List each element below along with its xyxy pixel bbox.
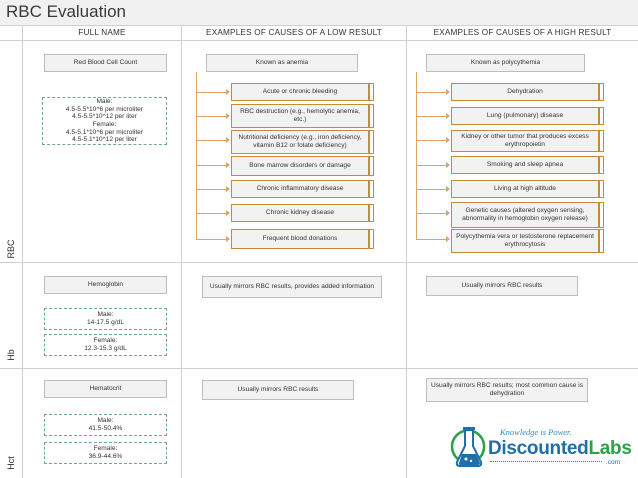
cause-label: Dehydration: [507, 88, 543, 96]
hct-male-value: 41.5-50.4%: [88, 425, 123, 432]
cause-marker: [369, 180, 374, 198]
discountedlabs-logo: [448, 416, 632, 476]
connector: [196, 165, 226, 166]
cause-marker: [369, 156, 374, 176]
connector: [416, 116, 446, 117]
hct-low-box: [202, 380, 354, 400]
row-divider-rbc-hb: [0, 262, 638, 263]
hct-high-text: Usually mirrors RBC results; most common cause is dehydration: [430, 382, 584, 397]
hct-male-range-box: [44, 414, 167, 436]
title-bar: [0, 0, 638, 26]
cause-marker: [599, 83, 604, 101]
connector: [196, 189, 226, 190]
hb-name: Hemoglobin: [87, 281, 124, 289]
rbc-male-title: Male:: [96, 98, 113, 106]
rbc-low-cause-3: [231, 130, 369, 154]
rbc-female-title: Female:: [92, 121, 117, 128]
rbc-high-cause-6: [451, 202, 599, 228]
hct-name-box: [44, 380, 167, 398]
cause-label: Chronic inflammatory disease: [256, 185, 344, 193]
rbc-male-line-1: 4.5-5.5*10^6 per microliter: [65, 105, 144, 113]
cause-label: Lung (pulmonary) disease: [486, 112, 564, 120]
header-high-result: EXAMPLES OF CAUSES OF A HIGH RESULT: [433, 28, 612, 37]
hct-female-range-box: [44, 442, 167, 464]
cause-label: Genetic causes (altered oxygen sensing, abnormality in hemoglobin oxygen release): [462, 207, 588, 222]
arrow-icon: [446, 162, 450, 168]
logo-name-part2: Labs: [588, 438, 632, 459]
rbc-low-header-box: [206, 54, 358, 72]
hct-male-title: Male:: [97, 417, 114, 425]
label-column-divider: [22, 26, 23, 478]
cause-label: Smoking and sleep apnea: [486, 161, 564, 169]
cause-label: Nutritional deficiency (e.g., iron deficiency, vitamin B12 or folate deficiency): [238, 134, 362, 149]
header-low-result: EXAMPLES OF CAUSES OF A LOW RESULT: [206, 28, 382, 37]
rbc-high-connector-trunk: [416, 72, 417, 240]
cause-label: Bone marrow disorders or damage: [249, 162, 351, 170]
connector: [416, 189, 446, 190]
connector: [416, 239, 446, 240]
hb-name-box: [44, 276, 167, 294]
logo-suffix: .com: [606, 459, 621, 466]
rbc-name: Red Blood Cell Count: [73, 59, 138, 67]
arrow-icon: [446, 186, 450, 192]
connector: [196, 116, 226, 117]
rbc-high-cause-2: [451, 107, 599, 125]
cause-label: Living at high altitude: [494, 185, 556, 193]
cause-marker: [599, 180, 604, 198]
rbc-female-line-1: 4.5-5.1*10^6 per microliter: [65, 128, 144, 136]
arrow-icon: [446, 236, 450, 242]
cause-marker: [599, 130, 604, 152]
hb-female-value: 12.3-15.3 g/dL: [84, 345, 127, 352]
rbc-male-line-2: 4.5-5.5*10^12 per liter: [72, 113, 137, 121]
arrow-icon: [226, 236, 230, 242]
arrow-icon: [446, 113, 450, 119]
connector: [196, 239, 226, 240]
column-divider-1: [181, 26, 182, 478]
hb-high-text: Usually mirrors RBC results: [461, 282, 543, 290]
connector: [416, 140, 446, 141]
cause-label: Acute or chronic bleeding: [262, 88, 338, 96]
connector: [196, 92, 226, 93]
rbc-female-line-2: 4.5-5.1*10^12 per liter: [72, 136, 137, 144]
rbc-high-cause-7: [451, 229, 599, 253]
arrow-icon: [226, 113, 230, 119]
hb-male-range-box: [44, 308, 167, 330]
connector: [416, 213, 446, 214]
cause-label: RBC destruction (e.g., hemolytic anemia, etc.): [240, 108, 360, 123]
rbc-low-cause-1: [231, 83, 369, 101]
hct-female-value: 36.9-44.6%: [88, 453, 123, 460]
hct-high-box: [426, 378, 588, 402]
rbc-range-box: [42, 97, 167, 145]
hb-male-value: 14-17.5 g/dL: [86, 319, 125, 326]
rbc-high-cause-3: [451, 130, 599, 152]
arrow-icon: [446, 137, 450, 143]
rbc-high-cause-5: [451, 180, 599, 198]
rbc-high-cause-4: [451, 156, 599, 174]
row-label-hct: Hct: [6, 456, 16, 470]
hb-male-title: Male:: [97, 311, 114, 319]
rbc-high-cause-1: [451, 83, 599, 101]
rbc-low-cause-6: [231, 204, 369, 222]
rbc-low-cause-7: [231, 229, 369, 249]
logo-underline: [490, 461, 602, 462]
hb-high-box: [426, 276, 578, 296]
header-full-name: FULL NAME: [78, 28, 126, 37]
header-divider: [0, 40, 638, 41]
rbc-high-header-box: [426, 54, 585, 72]
cause-marker: [369, 229, 374, 249]
rbc-low-cause-2: [231, 104, 369, 128]
cause-marker: [599, 202, 604, 228]
rbc-high-header: Known as polycythemia: [470, 59, 541, 67]
arrow-icon: [446, 89, 450, 95]
arrow-icon: [226, 162, 230, 168]
logo-name-part1: Discounted: [488, 438, 589, 459]
cause-marker: [369, 83, 374, 101]
row-label-hb: Hb: [6, 349, 16, 361]
hb-low-box: [202, 276, 382, 298]
flask-icon: [450, 420, 488, 472]
cause-marker: [599, 107, 604, 125]
page-title: RBC Evaluation: [6, 2, 127, 21]
cause-marker: [599, 156, 604, 174]
cause-label: Chronic kidney disease: [265, 209, 335, 217]
row-label-rbc: RBC: [6, 239, 16, 259]
hct-low-text: Usually mirrors RBC results: [237, 386, 319, 394]
arrow-icon: [226, 186, 230, 192]
row-divider-hb-hct: [0, 368, 638, 369]
rbc-low-cause-4: [231, 156, 369, 176]
cause-marker: [369, 204, 374, 222]
hct-name: Hematocrit: [89, 385, 122, 393]
cause-marker: [369, 130, 374, 154]
logo-wordmark: [488, 438, 632, 460]
cause-marker: [599, 229, 604, 253]
connector: [196, 213, 226, 214]
cause-label: Kidney or other tumor that produces excess erythropoietin: [461, 133, 589, 148]
rbc-low-connector-trunk: [196, 72, 197, 240]
arrow-icon: [226, 210, 230, 216]
cause-marker: [369, 104, 374, 128]
hct-female-title: Female:: [93, 445, 118, 453]
arrow-icon: [226, 89, 230, 95]
hb-female-range-box: [44, 334, 167, 356]
logo-tagline: Knowledge is Power.: [500, 427, 572, 437]
arrow-icon: [446, 210, 450, 216]
hb-low-text: Usually mirrors RBC results, provides added information: [209, 283, 375, 291]
connector: [416, 92, 446, 93]
connector: [416, 165, 446, 166]
rbc-low-cause-5: [231, 180, 369, 198]
arrow-icon: [226, 137, 230, 143]
cause-label: Frequent blood donations: [262, 235, 338, 243]
column-divider-2: [406, 26, 407, 478]
hb-female-title: Female:: [93, 337, 118, 345]
rbc-low-header: Known as anemia: [255, 59, 309, 67]
cause-label: Polycythemia vera or testosterone replacement erythrocytosis: [456, 233, 594, 248]
connector: [196, 140, 226, 141]
rbc-name-box: [44, 54, 167, 72]
